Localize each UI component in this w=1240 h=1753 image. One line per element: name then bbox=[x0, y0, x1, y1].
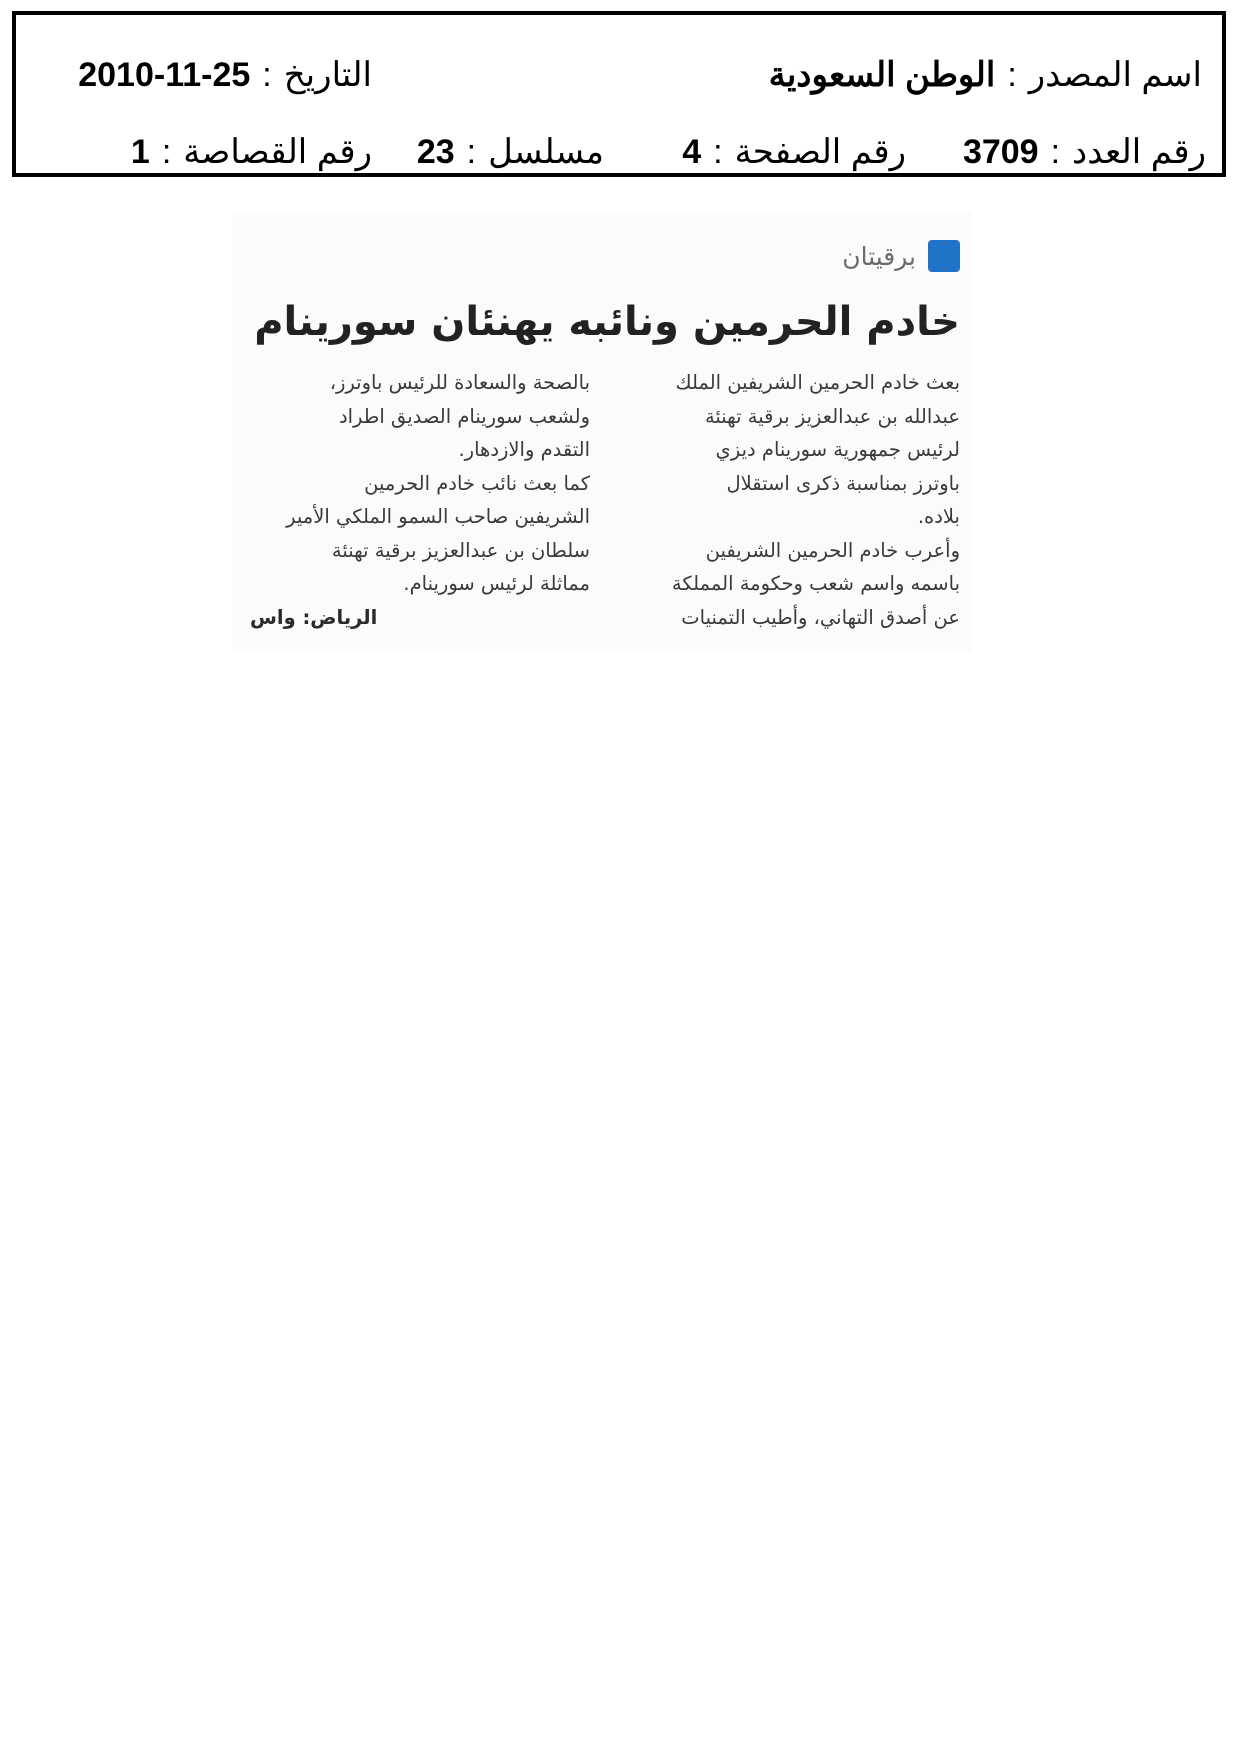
serial-value: 23 bbox=[416, 133, 455, 171]
clip-label: رقم القصاصة bbox=[183, 133, 372, 171]
page-field bbox=[682, 132, 906, 172]
date-field bbox=[78, 55, 372, 95]
text-line: عن أصدق التهاني، وأطيب التمنيات bbox=[681, 605, 960, 629]
issue-label: رقم العدد bbox=[1072, 133, 1206, 171]
text-line: ولشعب سورينام الصديق اطراد bbox=[338, 404, 590, 428]
text-line: الشريفين صاحب السمو الملكي الأمير bbox=[286, 505, 590, 528]
section-square-icon bbox=[928, 240, 960, 272]
source-value: الوطن السعودية bbox=[768, 56, 996, 94]
serial-label: مسلسل bbox=[488, 133, 604, 171]
separator: : bbox=[1050, 133, 1061, 171]
text-line: وأعرب خادم الحرمين الشريفين bbox=[705, 538, 960, 562]
text-line: بعث خادم الحرمين الشريفين الملك bbox=[675, 371, 960, 394]
date-value: 2010-11-25 bbox=[78, 56, 251, 94]
article-headline: خادم الحرمين ونائبه يهنئان سورينام bbox=[254, 299, 960, 345]
page-label: رقم الصفحة bbox=[734, 133, 906, 171]
page-value: 4 bbox=[682, 133, 702, 171]
clip-field bbox=[131, 132, 372, 172]
separator: : bbox=[1007, 56, 1017, 94]
text-line: سلطان بن عبدالعزيز برقية تهنئة bbox=[331, 538, 590, 562]
source-label: اسم المصدر bbox=[1028, 56, 1202, 94]
separator: : bbox=[262, 56, 272, 94]
section-label: برقيتان bbox=[842, 241, 916, 271]
text-line: لرئيس جمهورية سورينام ديزي bbox=[715, 438, 960, 461]
text-line: بالصحة والسعادة للرئيس باوترز، bbox=[329, 371, 590, 394]
text-line: مماثلة لرئيس سورينام. bbox=[403, 572, 590, 595]
source-field bbox=[769, 55, 1202, 95]
article-byline: الرياض: واس bbox=[250, 605, 378, 629]
serial-field bbox=[417, 132, 604, 172]
separator: : bbox=[161, 133, 172, 171]
article-column-left bbox=[250, 366, 590, 634]
issue-field bbox=[963, 132, 1206, 172]
metadata-header bbox=[12, 11, 1226, 177]
date-label: التاريخ bbox=[283, 56, 372, 94]
section-tag bbox=[842, 240, 960, 272]
issue-value: 3709 bbox=[962, 133, 1039, 171]
article-column-right bbox=[638, 366, 960, 634]
separator: : bbox=[713, 133, 723, 171]
news-clipping bbox=[232, 212, 972, 652]
text-line: بلاده. bbox=[917, 505, 960, 528]
text-line: كما بعث نائب خادم الحرمين bbox=[364, 471, 590, 495]
text-line: باسمه واسم شعب وحكومة المملكة bbox=[671, 572, 960, 595]
clip-value: 1 bbox=[130, 133, 150, 171]
text-line: باوترز بمناسبة ذكرى استقلال bbox=[726, 471, 960, 495]
text-line: عبدالله بن عبدالعزيز برقية تهنئة bbox=[704, 404, 960, 428]
separator: : bbox=[466, 133, 477, 171]
text-line: التقدم والازدهار. bbox=[458, 438, 590, 461]
